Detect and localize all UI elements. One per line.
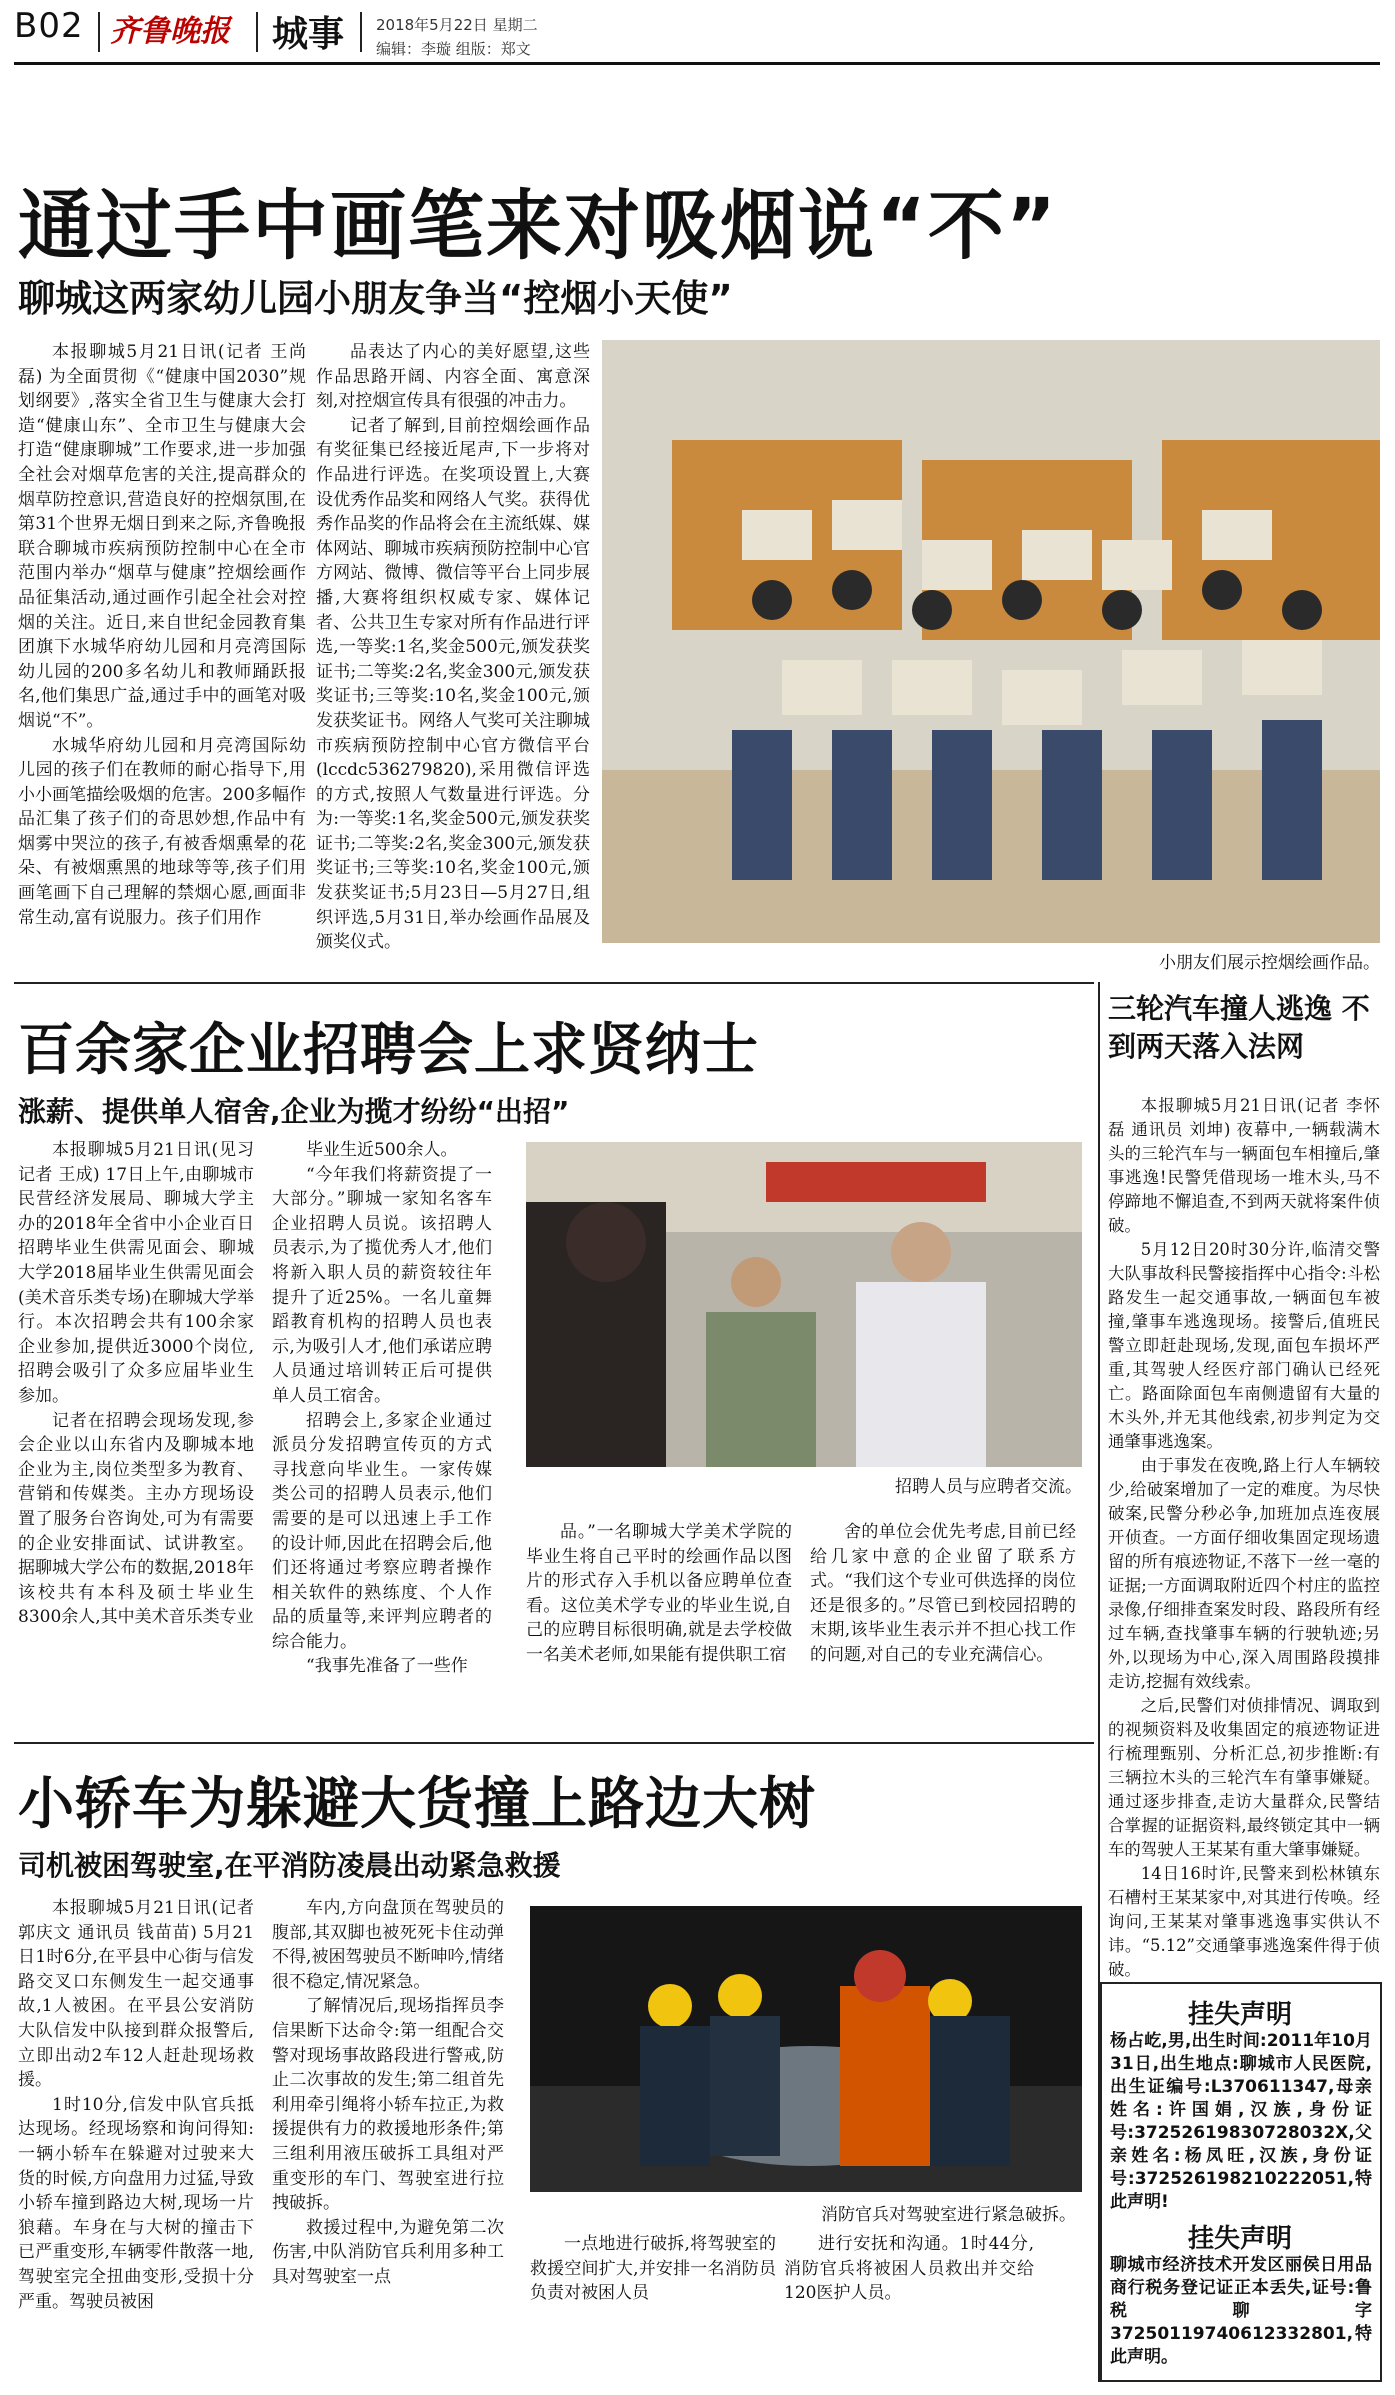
paragraph: 救援过程中,为避免第二次伤害,中队消防官兵利用多种工具对驾驶室一点 <box>272 2217 504 2287</box>
section-rule <box>14 982 1094 984</box>
divider <box>256 12 258 52</box>
notice-1-body: 杨占屹,男,出生时间:2011年10月31日,出生地点:聊城市人民医院,出生证编号:L370611347,母亲姓名:许国娟,汉族,身份证号:372526198307280​32X,父亲姓名:杨凤旺,汉族,身份证号:372526198210222051,特此声明! <box>1110 2031 1372 2212</box>
article4-body <box>1108 1094 1380 1982</box>
paragraph: 本报聊城5月21日讯(记者 李怀磊 通讯员 刘坤) 夜幕中,一辆载满木头的三轮汽车与一辆面包车相撞后,肇事逃逸!民警凭借现场一堆木头,马不停蹄地不懈追查,不到两天就将案件侦破。 <box>1108 1096 1380 1235</box>
article2-column-3 <box>526 1520 792 1668</box>
paragraph: “我事先准备了一些作 <box>306 1656 468 1677</box>
article1-photo-caption: 小朋友们展示控烟绘画作品。 <box>1159 953 1380 973</box>
article1-column-1 <box>18 340 306 930</box>
divider <box>360 12 362 52</box>
paragraph: 本报聊城5月21日讯(记者 王尚磊) 为全面贯彻《“健康中国2030”规划纲要》,落实全省卫生与健康大会打造“健康山东”、全市卫生与健康大会打造“健康聊城”工作要求,进一步加强全社会对烟草危害的关注,提高群众的烟草防控意识,营造良好的控烟氛围,在第31个世界无烟日到来之际,齐鲁晚报联合聊城市疾病预防控制中心在全市范围内举办“烟草与健康”控烟绘画作品征集活动,通过画作引起全社会对控烟的关注。近日,来自世纪金园教育集团旗下水城华府幼儿园和月亮湾国际幼儿园的200多名幼儿和教师踊跃报名,他们集思广益,通过手中的画笔对吸烟说“不”。 <box>18 342 306 731</box>
page-number: B02 <box>14 6 84 46</box>
issue-date: 2018年5月22日 星期二 <box>376 16 538 34</box>
article2-column-4 <box>810 1520 1076 1668</box>
paragraph: 舍的单位会优先考虑,目前已经给几家中意的企业留了联系方式。“我们这个专业可供选择的岗位还是很多的。”尽管已到校园招聘的末期,该毕业生表示并不担心找工作的问题,对自己的专业充满信心。 <box>810 1522 1076 1665</box>
newspaper-logo: 齐鲁晚报 <box>110 14 230 49</box>
paragraph: 14日16时许,民警来到松林镇东石槽村王某某家中,对其进行传唤。经询问,王某某对肇事逃逸事实供认不讳。“5.12”交通肇事逃逸案件得于侦破。 <box>1108 1864 1380 1979</box>
article1-headline: 通过手中画笔来对吸烟说“不” <box>18 181 1058 270</box>
firefighters-rescue-photo <box>530 1906 1082 2192</box>
article3-column-4 <box>784 2232 1034 2306</box>
article3-column-2 <box>272 1896 504 2290</box>
article4-headline: 三轮汽车撞人逃逸 不到两天落入法网 <box>1108 992 1370 1063</box>
kids-holding-drawings-photo <box>602 340 1380 943</box>
paragraph: 1时10分,信发中队官兵抵达现场。经现场察和询问得知:一辆小轿车在躲避对过驶来大货的时候,方向盘用力过猛,导致小轿车撞到路边大树,现场一片狼藉。车身在与大树的撞击下已严重变形,车辆零件散落一地,驾驶室完全扭曲变形,受损十分严重。驾驶员被困 <box>18 2094 254 2312</box>
article2-photo-caption: 招聘人员与应聘者交流。 <box>895 1477 1082 1497</box>
paragraph: 毕业生近500余人。 <box>306 1140 458 1160</box>
paragraph: “今年我们将薪资提了一大部分。”聊城一家知名客车企业招聘人员说。该招聘人员表示,为了揽优秀人才,他们将新入职人员的薪资较往年提升了近25%。一名儿童舞蹈教育机构的招聘人员也表示,为吸引人才,他们承诺应聘人员通过培训转正后可提供单人员工宿舍。 <box>272 1164 492 1406</box>
paragraph: 本报聊城5月21日讯(见习记者 王成) 17日上午,由聊城市民营经济发展局、聊城大学主办的2018年全省中小企业百日招聘毕业生供需见面会、聊城大学2018届毕业生供需见面会(美术音乐类专场)在聊城大学举行。本次招聘会共有100余家企业参加,提供近3000个岗位,招聘会吸引了众多应届毕业生参加。 <box>18 1140 254 1406</box>
article2-column-1 <box>18 1138 254 1630</box>
article3-headline: 小轿车为躲避大货撞上路边大树 <box>18 1772 816 1837</box>
paragraph: 由于事发在夜晚,路上行人车辆较少,给破案增加了一定的难度。为尽快破案,民警分秒必争,加班加点连夜展开侦查。一方面仔细收集固定现场遗留的所有痕迹物证,不落下一丝一毫的证据;一方面调取附近四个村庄的监控录像,仔细排查案发时段、路段所有经过车辆,查找肇事车辆的行驶轨迹;另外,以现场为中心,深入周围路段摸排走访,挖掘有效线索。 <box>1108 1456 1380 1691</box>
editor-credits: 编辑：李璇 组版：郑文 <box>376 40 531 58</box>
paragraph: 一点地进行破拆,将驾驶室的救援空间扩大,并安排一名消防员负责对被困人员 <box>530 2234 776 2304</box>
section-rule <box>14 1742 1094 1744</box>
article2-subheadline: 涨薪、提供单人宿舍,企业为揽才纷纷“出招” <box>18 1095 570 1128</box>
notice-2-body: 聊城市经济技术开发区丽侯日用品商行税务登记证正本丢失,证号:鲁税聊字372501197406123328​01,特此声明。 <box>1110 2255 1372 2367</box>
article1-column-2 <box>316 340 590 955</box>
divider <box>98 12 100 52</box>
paragraph: 了解情况后,现场指挥员李信果断下达命令:第一组配合交警对现场事故路段进行警戒,防止二次事故的发生;第二组首先利用牵引绳将小轿车拉正,为救援提供有力的救援地形条件;第三组利用液压破拆工具组对严重变形的车门、驾驶室进行拉拽破拆。 <box>272 1996 504 2214</box>
paragraph: 车内,方向盘顶在驾驶员的腹部,其双脚也被死死卡住动弹不得,被困驾驶员不断呻吟,情绪很不稳定,情况紧急。 <box>272 1898 504 1992</box>
paragraph: 水城华府幼儿园和月亮湾国际幼儿园的孩子们在教师的耐心指导下,用小小画笔描绘吸烟的危害。200多幅作品汇集了孩子们的奇思妙想,作品中有烟雾中哭泣的孩子,有被香烟熏晕的花朵、有被烟熏黑的地球等等,孩子们用画笔画下自己理解的禁烟心愿,画面非常生动,富有说服力。孩子们用作 <box>18 735 306 928</box>
paragraph: 5月12日20时30分许,临清交警大队事故科民警接指挥中心指令:斗松路发生一起交通事故,一辆面包车被撞,肇事车逃逸现场。接警后,值班民警立即赶赴现场,发现,面包车损坏严重,其驾驶人经医疗部门确认已经死亡。路面除面包车南侧遗留有大量的木头外,并无其他线索,初步判定为交通肇事逃逸案。 <box>1108 1240 1380 1451</box>
header-rule <box>14 62 1380 65</box>
paragraph: 记者了解到,目前控烟绘画作品有奖征集已经接近尾声,下一步将对作品进行评选。在奖项设置上,大赛设优秀作品奖和网络人气奖。获得优秀作品奖的作品将会在主流纸媒、媒体网站、聊城市疾病预防控制中心官方网站、微博、微信等平台上同步展播,大赛将组织权威专家、媒体记者、公共卫生专家对所有作品进行评选,一等奖:1名,奖金500元,颁发获奖证书;二等奖:2名,奖金300元,颁发获奖证书;三等奖:10名,奖金100元,颁发获奖证书。网络人气奖可关注聊城市疾病预防控制中心官方微信平台(lccdc536279820),采用微信评选的方式,按照人气数量进行评选。分为:一等奖:1名,奖金500元,颁发获奖证书;二等奖:2名,奖金300元,颁发获奖证书;三等奖:10名,奖金100元,颁发获奖证书;5月23日—5月27日,组织评选,5月31日,举办绘画作品展及颁奖仪式。 <box>316 415 590 953</box>
paragraph: 品表达了内心的美好愿望,这些作品思路开阔、内容全面、寓意深刻,对控烟宣传具有很强的冲击力。 <box>316 342 590 412</box>
paragraph: 本报聊城5月21日讯(记者 郭庆文 通讯员 钱苗苗) 5月21日1时6分,在平县中心街与信发路交叉口东侧发生一起交通事故,1人被困。在平县公安消防大队信发中队接到群众报警后,立即出动2车12人赶赴现场救援。 <box>18 1898 254 2091</box>
paragraph: 记者在招聘会现场发现,参会企业以山东省内及聊城本地企业为主,岗位类型多为教育、营销和传媒类。主办方现场设置了服务台咨询处,可为有需要的企业安排面试、试讲教室。据聊城大学公布的数据,2018年该校共有本科及硕士毕业生8300余人,其中美术音乐类专业 <box>18 1410 254 1628</box>
recruiter-talking-photo <box>526 1142 1082 1467</box>
article1-subheadline: 聊城这两家幼儿园小朋友争当“控烟小天使” <box>18 277 733 320</box>
article3-column-1 <box>18 1896 254 2314</box>
notice-1-title: 挂失声明 <box>1187 2000 1292 2030</box>
article3-column-3 <box>530 2232 776 2306</box>
paragraph: 招聘会上,多家企业通过派员分发招聘宣传页的方式寻找意向毕业生。一家传媒类公司的招聘人员表示,他们需要的是可以迅速上手工作的设计师,因此在招聘会后,他们还将通过考察应聘者操作相关软件的熟练度、个人作品的质量等,来评判应聘者的综合能力。 <box>272 1410 492 1652</box>
paragraph: 之后,民警们对侦排情况、调取到的视频资料及收集固定的痕迹物证进行梳理甄别、分析汇总,初步推断:有三辆拉木头的三轮汽车有肇事嫌疑。通过逐步排查,走访大量群众,民警结合掌握的证据资料,最终锁定其中一辆车的驾驶人王某某有重大肇事嫌疑。 <box>1108 1696 1380 1859</box>
article3-subheadline: 司机被困驾驶室,在平消防凌晨出动紧急救援 <box>18 1849 561 1882</box>
section-name: 城事 <box>272 13 345 55</box>
article2-headline: 百余家企业招聘会上求贤纳士 <box>18 1018 759 1083</box>
notice-2-title: 挂失声明 <box>1187 2224 1292 2254</box>
article2-column-2 <box>272 1138 492 1679</box>
paragraph: 进行安抚和沟通。1时44分,消防官兵将被困人员救出并交给120医护人员。 <box>784 2234 1034 2304</box>
paragraph: 品。”一名聊城大学美术学院的毕业生将自己平时的绘画作品以图片的形式存入手机以备应聘单位查看。这位美术学专业的毕业生说,自己的应聘目标很明确,就是去学校做一名美术老师,如果能有提供职工宿 <box>526 1522 792 1665</box>
article3-photo-caption: 消防官兵对驾驶室进行紧急破拆。 <box>821 2205 1076 2225</box>
